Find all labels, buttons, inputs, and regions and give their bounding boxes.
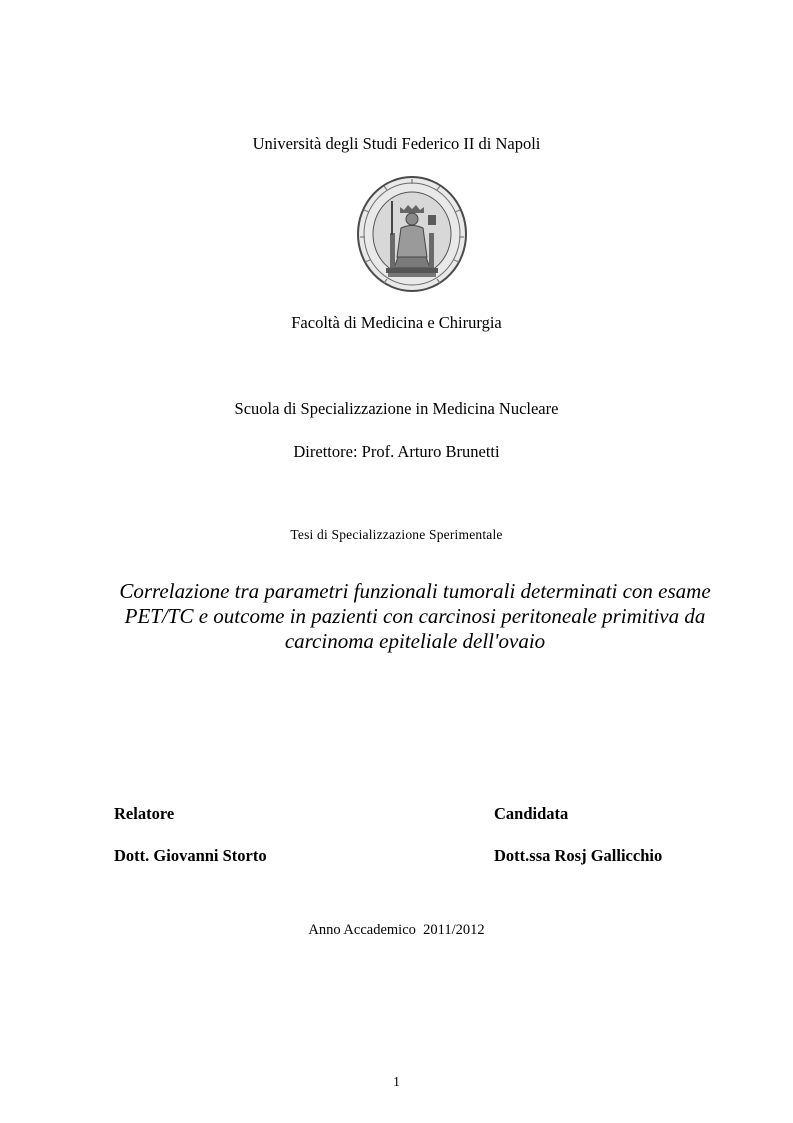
thesis-title-line: PET/TC e outcome in pazienti con carcinosi peritoneale primitiva da <box>124 604 706 628</box>
page-number: 1 <box>393 1074 400 1089</box>
university-name: Università degli Studi Federico II di Napoli <box>252 134 541 153</box>
thesis-title-line: carcinoma epiteliale dell'ovaio <box>284 629 546 653</box>
candidate-label: Candidata <box>494 804 569 823</box>
thesis-title-line: Correlazione tra parametri funzionali tumorali determinati con esame <box>119 579 711 603</box>
thesis-type: Tesi di Specializzazione Sperimentale <box>290 527 503 542</box>
supervisor-label: Relatore <box>114 804 175 823</box>
academic-year: Anno Accademico 2011/2012 <box>308 922 485 938</box>
candidate-name: Dott.ssa Rosj Gallicchio <box>494 846 663 865</box>
thesis-title <box>95 579 735 654</box>
faculty-name: Facoltà di Medicina e Chirurgia <box>291 313 502 332</box>
director-line: Direttore: Prof. Arturo Brunetti <box>293 442 500 461</box>
supervisor-name: Dott. Giovanni Storto <box>114 846 267 865</box>
school-name: Scuola di Specializzazione in Medicina Nucleare <box>234 399 559 418</box>
university-seal-icon <box>356 175 468 293</box>
